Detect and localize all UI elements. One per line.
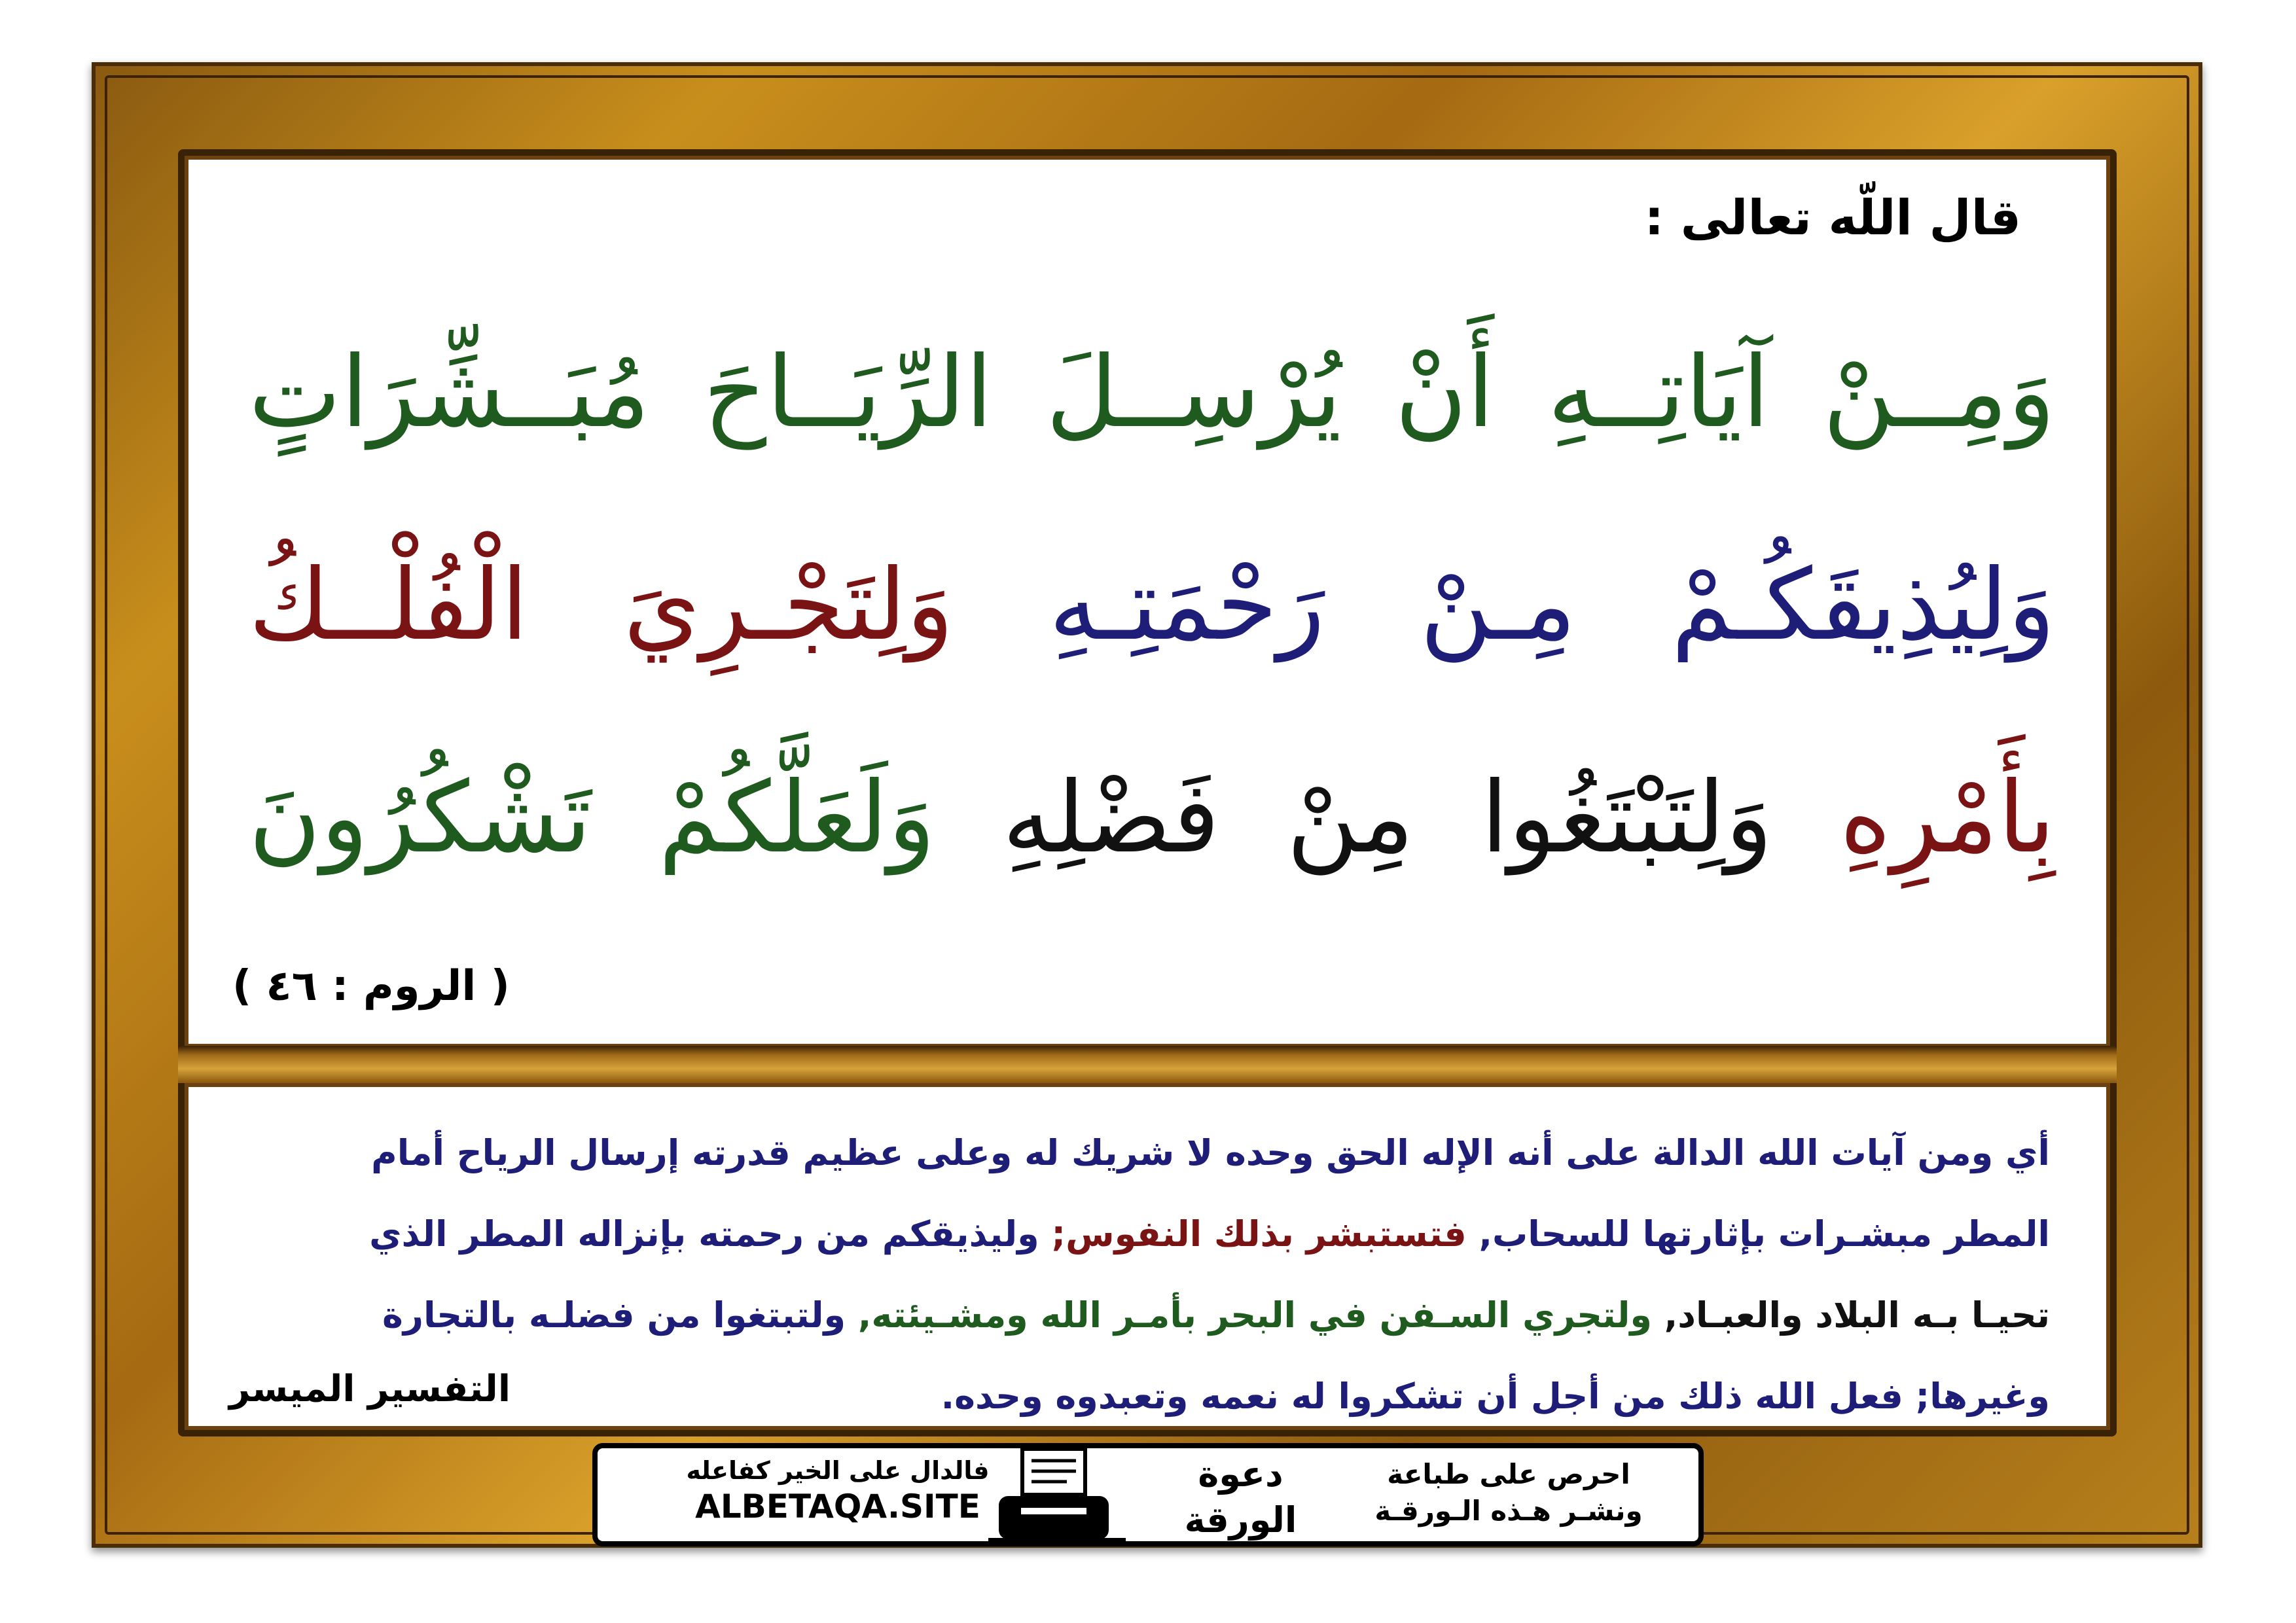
ayah-line-3 xyxy=(249,733,2055,903)
tafsir-source: التفسير الميسر xyxy=(229,1368,511,1410)
ayah-segment: وَلَعَلَّكُمْ تَشْكُرُونَ xyxy=(249,761,936,875)
footer-share-call: ونشـر هـذه الـورقـة xyxy=(1374,1495,1643,1527)
printer-icon xyxy=(995,1445,1113,1546)
tafsir-line xyxy=(243,1356,2050,1437)
footer-left xyxy=(655,1456,1021,1525)
footer-slogan: فالدال على الخير كفاعله xyxy=(686,1456,990,1485)
ayah-line-1 xyxy=(249,308,2055,478)
tafsir-segment: المطر مبشـرات بإثارتها للسحاب, xyxy=(1466,1213,2050,1255)
header-title: قال اللّه تعالى : xyxy=(1644,190,2021,246)
dawat-alwaraqa-logo xyxy=(1172,1450,1310,1545)
footer-website[interactable]: ALBETAQA.SITE xyxy=(695,1488,980,1525)
tafsir-segment: تحيـا بـه البلاد والعبـاد, xyxy=(1651,1294,2050,1336)
tafsir-segment: فتستبشر بذلك النفوس; xyxy=(1039,1213,1467,1255)
tafsir-line xyxy=(243,1113,2050,1194)
ayah-segment: وَلِيُذِيقَكُـمْ مِـنْ رَحْمَتِـهِ xyxy=(954,548,2056,662)
tafsir-segment: ولتجري السـفن في البحر بأمـر الله ومشـيئته, xyxy=(846,1294,1652,1336)
tafsir-line xyxy=(243,1194,2050,1275)
tafsir-segment: وغيرها; فعل الله ذلك من أجل أن تشكروا له نعمه وتعبدوه وحده. xyxy=(941,1376,2050,1417)
logo-line: دعوة xyxy=(1198,1454,1283,1495)
logo-line: الورقة xyxy=(1184,1499,1297,1541)
ayah-segment: وَلِتَبْتَغُوا مِنْ فَضْلِهِ xyxy=(935,761,1773,875)
tafsir-text xyxy=(243,1113,2050,1437)
footer-right xyxy=(1345,1456,1672,1529)
ayah-segment: وَلِتَجْـرِيَ الْفُلْــكُ xyxy=(249,548,954,662)
tafsir-line xyxy=(243,1275,2050,1356)
ayah-segment: بِأَمْرِهِ xyxy=(1772,761,2055,875)
tafsir-segment: وليذيقكم من رحمته بإنزاله المطر الذي xyxy=(369,1213,1039,1255)
footer-print-call: احرص على طباعة xyxy=(1387,1458,1630,1490)
tafsir-segment: أي ومن آيات الله الدالة على أنه الإله الحق وحده لا شريك له وعلى عظيم قدرته إرسال الرياح أمام xyxy=(371,1132,2050,1173)
tafsir-segment: ولتبتغوا من فضلـه بالتجارة xyxy=(382,1294,846,1336)
surah-reference: ( الروم : ٤٦ ) xyxy=(232,962,510,1010)
ayah-segment: وَمِــنْ آيَاتِــهِ أَنْ يُرْسِــلَ الرِّيَــاحَ مُبَــشِّرَاتٍ xyxy=(249,336,2055,450)
ayah-line-2 xyxy=(249,520,2055,690)
